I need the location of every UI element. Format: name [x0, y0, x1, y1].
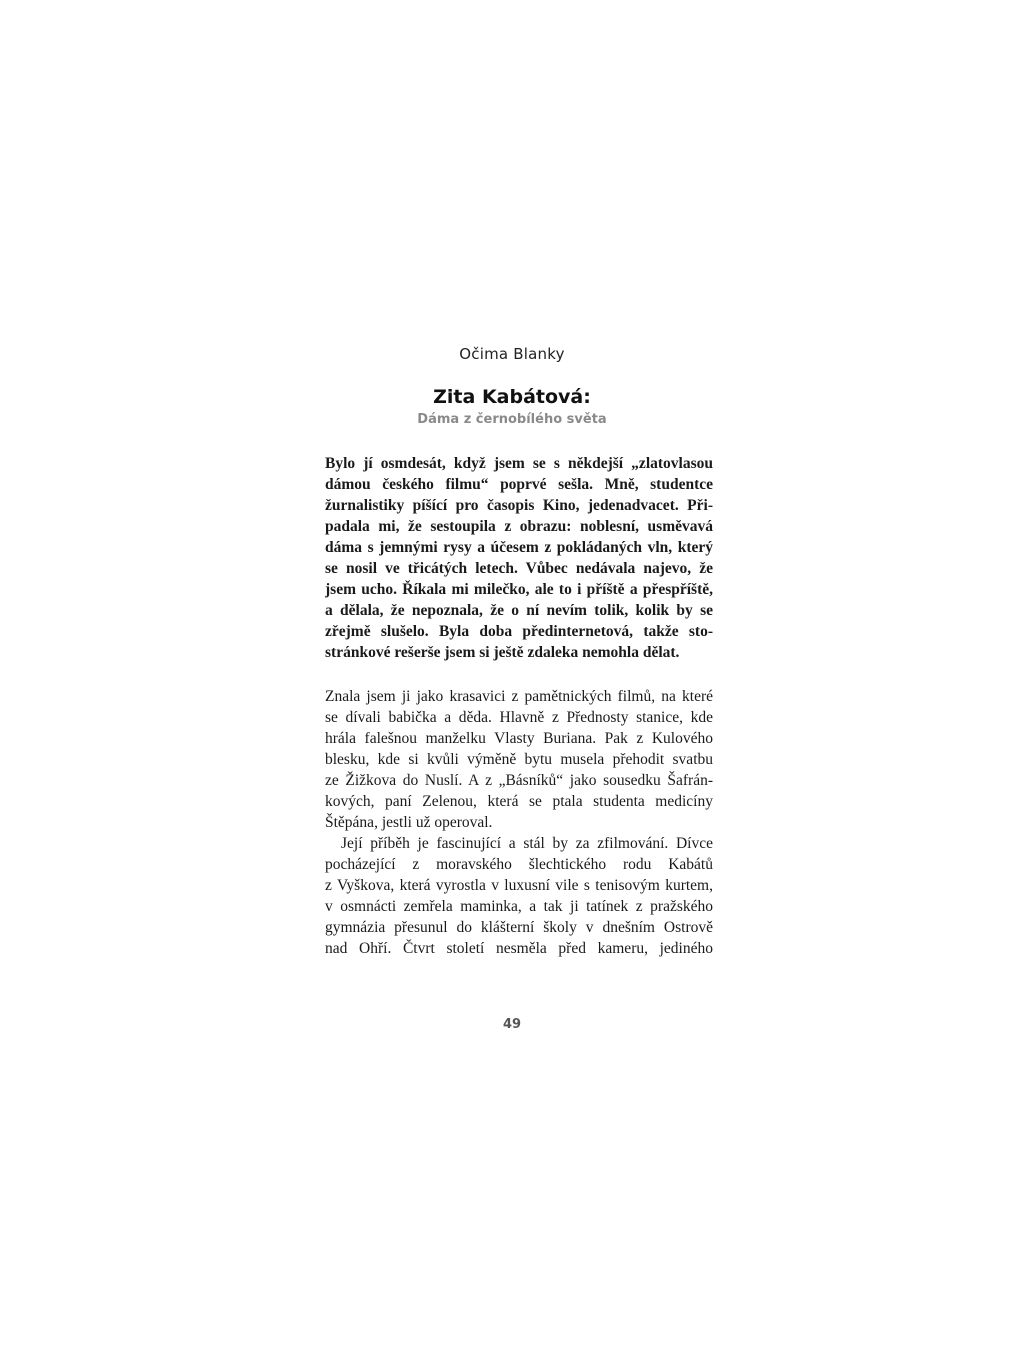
- body-line: gymnázia přesunul do klášterní školy v dnešním Ostrově: [325, 919, 713, 936]
- body-line: Štěpána, jestli už operoval.: [325, 814, 493, 831]
- body-line: kových, paní Zelenou, která se ptala studenta medicíny: [325, 793, 713, 810]
- page-number: 49: [502, 1017, 522, 1032]
- chapter-title: Zita Kabátová:: [433, 386, 591, 408]
- lead-line: padala mi, že sestoupila z obrazu: noblesní, usměvavá: [325, 518, 713, 535]
- body-line: Znala jsem ji jako krasavici z pamětnických filmů, na které: [325, 688, 713, 705]
- body-line: nad Ohří. Čtvrt století nesměla před kameru, jediného: [325, 940, 713, 957]
- body-line: blesku, kde si kvůli výměně bytu musela přehodit svatbu: [325, 751, 713, 768]
- lead-line: Bylo jí osmdesát, když jsem se s někdejší „zlatovlasou: [325, 455, 713, 472]
- lead-line: stránkové rešerše jsem si ještě zdaleka nemohla dělat.: [325, 644, 680, 661]
- lead-line: zřejmě slušelo. Byla doba předinternetová, takže sto-: [325, 623, 713, 640]
- chapter-subtitle: Dáma z černobílého světa: [417, 412, 607, 427]
- body-line: z Vyškova, která vyrostla v luxusní vile s tenisovým kurtem,: [325, 877, 713, 894]
- body-line: hrála falešnou manželku Vlasty Buriana. Pak z Kulového: [325, 730, 713, 747]
- lead-line: jsem ucho. Říkala mi milečko, ale to i příště a přespříště,: [325, 581, 713, 598]
- lead-line: žurnalistiky píšící pro časopis Kino, jedenadvacet. Při-: [325, 497, 713, 514]
- paragraph: [325, 686, 713, 833]
- lead-line: se nosil ve třicátých letech. Vůbec nedávala najevo, že: [325, 560, 713, 577]
- paragraph: [325, 833, 713, 959]
- body-line: ze Žižkova do Nuslí. A z „Básníků“ jako sousedku Šafrán-: [325, 772, 713, 789]
- body-line: v osmnácti zemřela maminka, a tak ji tatínek z pražského: [325, 898, 713, 915]
- body-text: [325, 686, 713, 959]
- lead-paragraph: [325, 453, 713, 663]
- section-label: Očima Blanky: [459, 345, 565, 363]
- lead-line: a dělala, že nepoznala, že o ní nevím tolik, kolik by se: [325, 602, 713, 619]
- body-line: pocházející z moravského šlechtického rodu Kabátů: [325, 856, 713, 873]
- body-line: Její příběh je fascinující a stál by za zfilmování. Dívce: [341, 835, 713, 852]
- body-line: se dívali babička a děda. Hlavně z Přednosty stanice, kde: [325, 709, 713, 726]
- lead-line: dáma s jemnými rysy a účesem z pokládaných vln, který: [325, 539, 713, 556]
- lead-line: dámou českého filmu“ poprvé sešla. Mně, studentce: [325, 476, 713, 493]
